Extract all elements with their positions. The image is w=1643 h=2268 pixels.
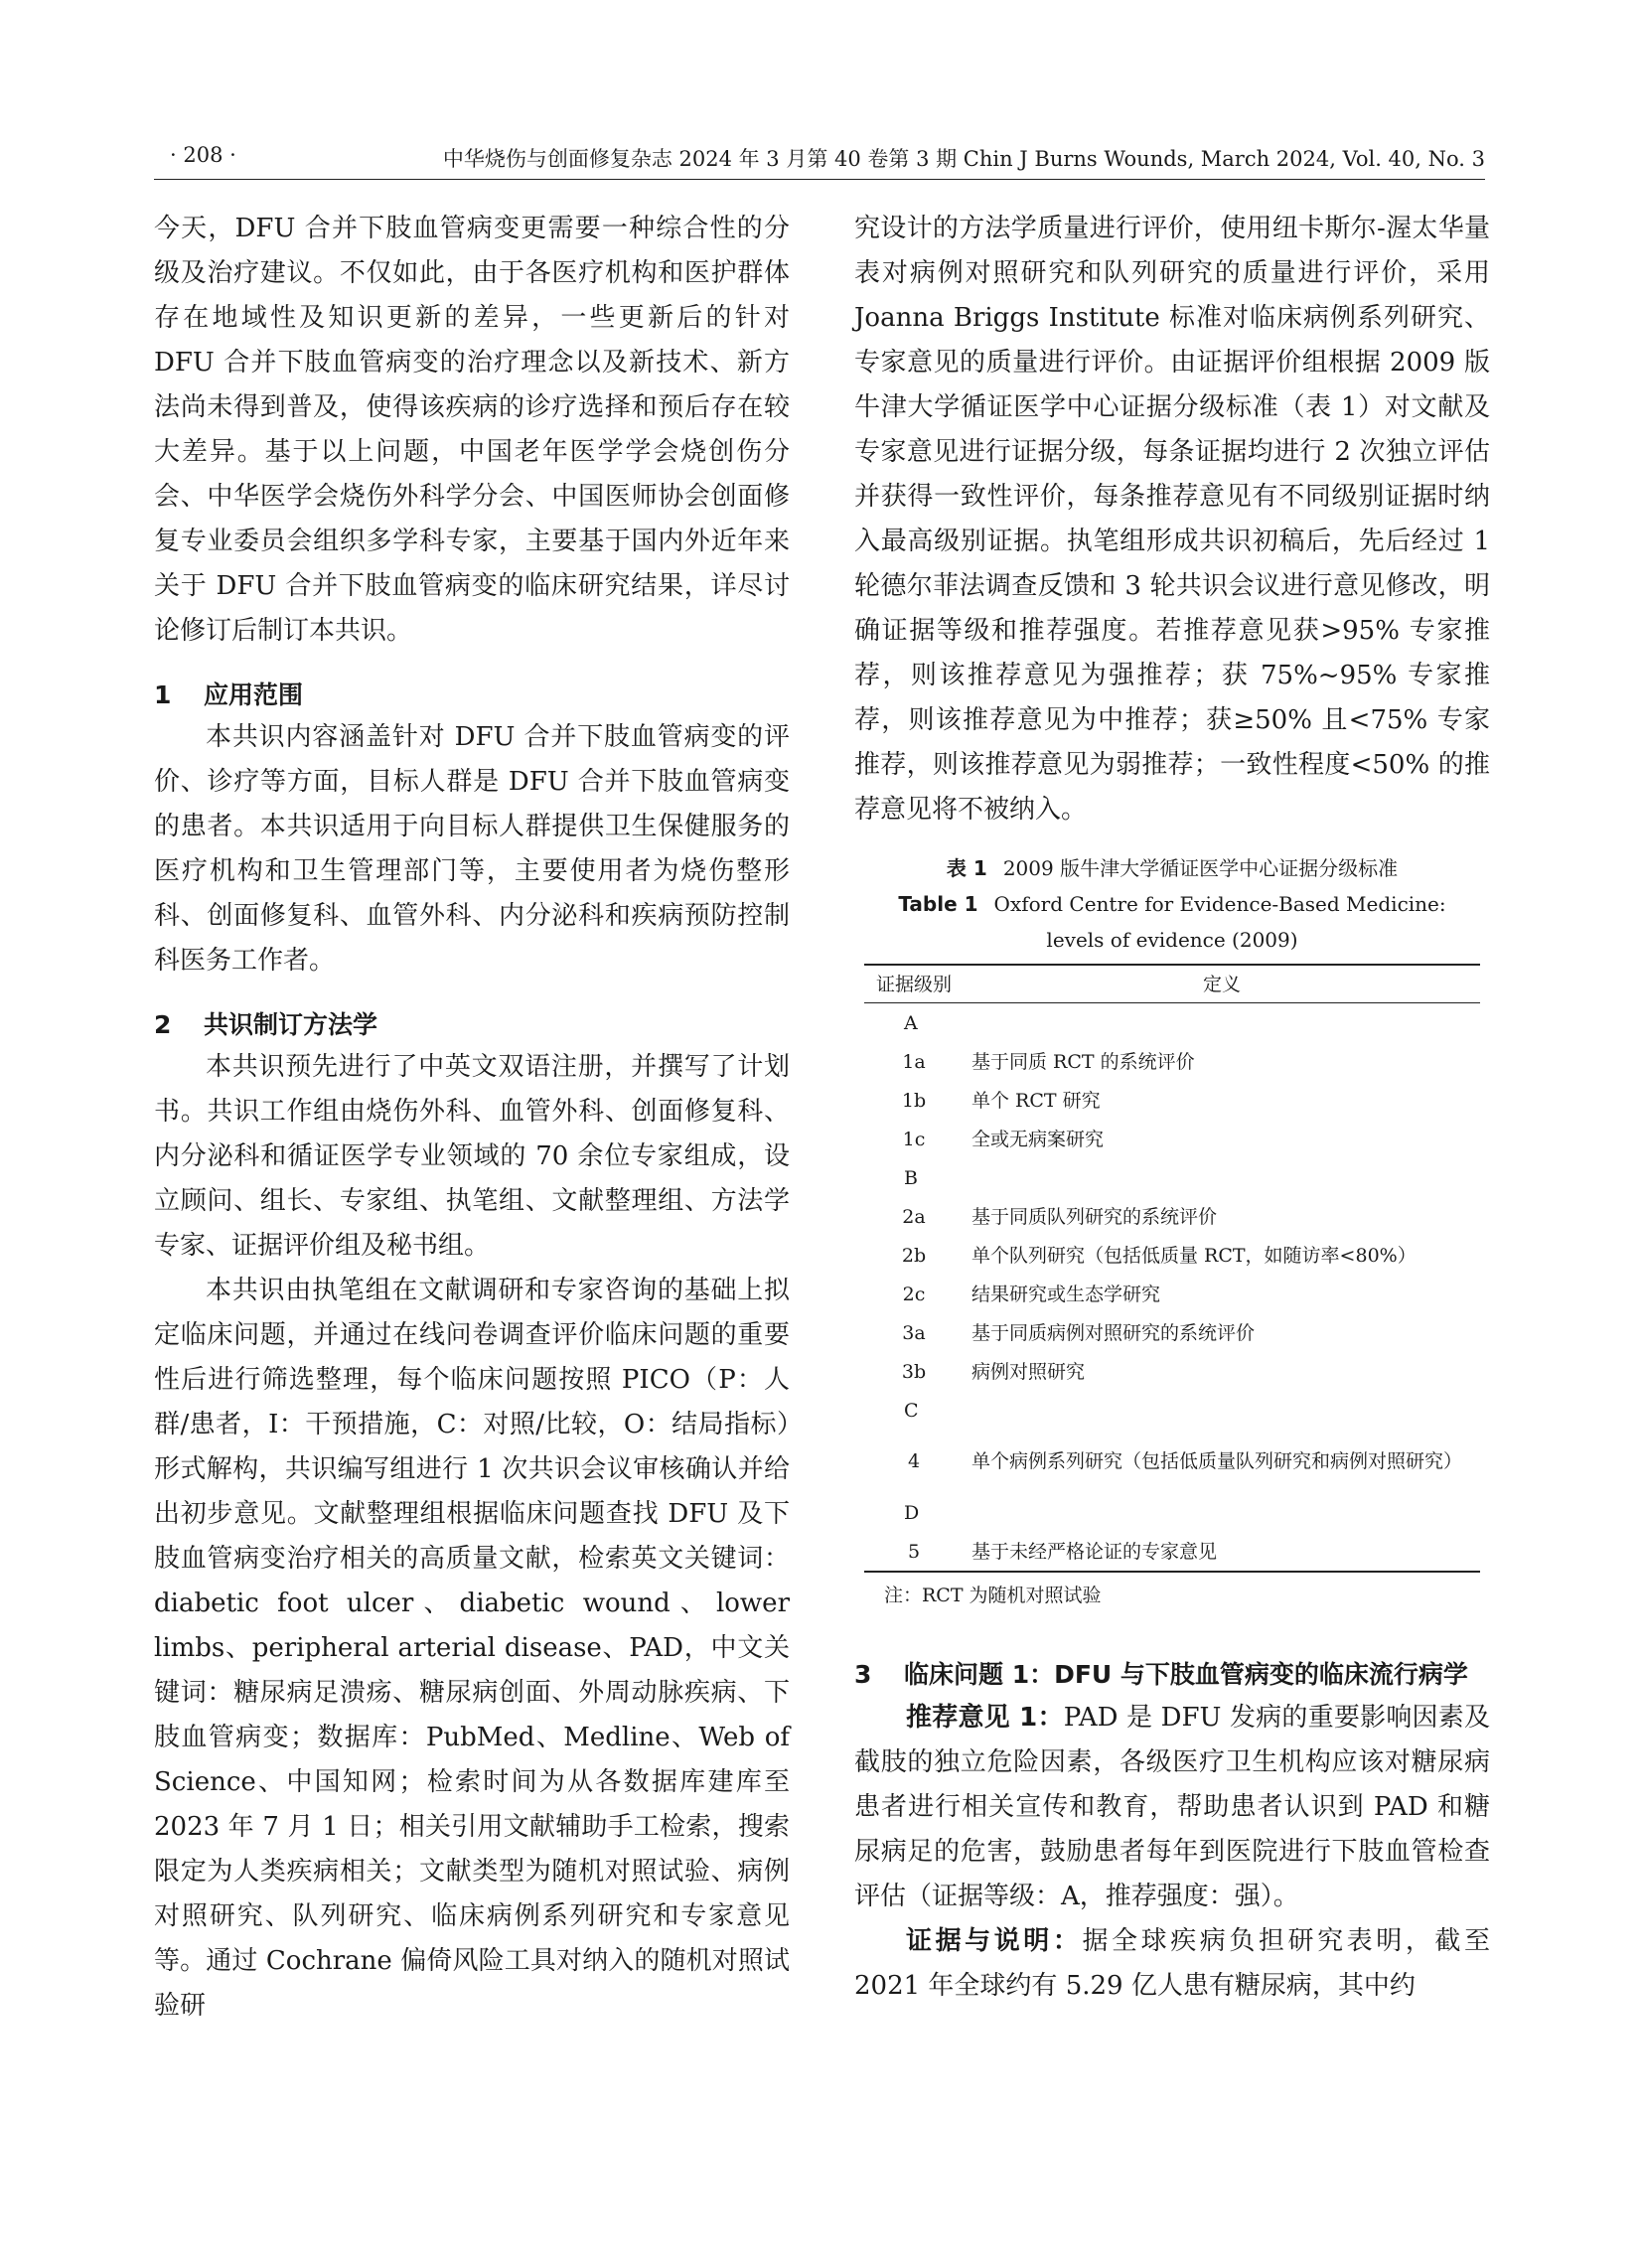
table-row — [864, 1042, 1480, 1081]
column-header: 定义 — [964, 965, 1480, 1003]
evidence-level-cell: D — [904, 1501, 920, 1524]
table-row — [864, 1158, 1480, 1197]
table-title-en: Oxford Centre for Evidence-Based Medicine: levels of evidence (2009) — [993, 892, 1446, 952]
table-row — [864, 1352, 1480, 1391]
section-title: 应用范围 — [204, 680, 304, 709]
paragraph: 今天，DFU 合并下肢血管病变更需要一种综合性的分级及治疗建议。不仅如此，由于各医疗机构和医护群体存在地域性及知识更新的差异，一些更新后的针对 DFU 合并下肢血管病变的治疗理念以及新技术、新方法尚未得到普及，使得该疾病的诊疗选择和预后存在较大差异。基于以上问题，中国老年医学学会烧创伤分会、中华医学会烧伤外科学分会、中国医师协会创面修复专业委员会组织多学科专家，主要基于国内外近年来关于 DFU 合并下肢血管病变的临床研究结果，详尽讨论修订后制订本共识。 — [154, 214, 790, 646]
definition-cell: 单个队列研究（包括低质量 RCT，如随访率<80%） — [971, 1244, 1417, 1267]
section-title: 共识制订方法学 — [204, 1010, 378, 1039]
evidence-level-cell: 3a — [902, 1321, 926, 1344]
table-row — [864, 1081, 1480, 1120]
definition-cell — [964, 1493, 1480, 1532]
table-row — [864, 1391, 1480, 1430]
evidence-level-cell: 2b — [901, 1244, 927, 1267]
definition-cell: 单个病例系列研究（包括低质量队列研究和病例对照研究） — [971, 1450, 1463, 1472]
definition-cell — [964, 1391, 1480, 1430]
definition-cell: 病例对照研究 — [971, 1360, 1086, 1383]
paragraph: 本共识由执笔组在文献调研和专家咨询的基础上拟定临床问题，并通过在线问卷调查评价临床问题的重要性后进行筛选整理，每个临床问题按照 PICO（P：人群/患者，I：干预措施，C：对照/比较，O：结局指标）形式解构，共识编写组进行 1 次共识会议审核确认并给出初步意见。文献整理组根据临床问题查找 DFU 及下肢血管病变治疗相关的高质量文献，检索英文关键词：diabetic foot ulcer、diabetic wound、lower limbs、peripheral arterial disease、PAD，中文关键词：糖尿病足溃疡、糖尿病创面、外周动脉疾病、下肢血管病变；数据库：PubMed、Medline、Web of Science、中国知网；检索时间为从各数据库建库至 2023 年 7 月 1 日；相关引用文献辅助手工检索，搜索限定为人类疾病相关；文献类型为随机对照试验、病例对照研究、队列研究、临床病例系列研究和专家意见等。通过 Cochrane 偏倚风险工具对纳入的随机对照试验研 — [154, 1276, 790, 2021]
table-caption-en — [854, 886, 1490, 958]
definition-cell — [964, 1158, 1480, 1197]
recommendation-text: PAD 是 DFU 发病的重要影响因素及截肢的独立危险因素，各级医疗卫生机构应该对糖尿病患者进行相关宣传和教育，帮助患者认识到 PAD 和糖尿病足的危害，鼓励患者每年到医院进行下肢血管检查评估（证据等级：A，推荐强度：强）。 — [854, 1703, 1490, 1911]
evidence-label: 证据与说明： — [906, 1926, 1083, 1956]
section-heading-2 — [154, 1005, 790, 1045]
evidence-level-cell: 2a — [902, 1205, 926, 1228]
table-row — [864, 1493, 1480, 1532]
left-column — [154, 207, 790, 2029]
evidence-level-cell: 5 — [864, 1532, 964, 1572]
table-row — [864, 1236, 1480, 1275]
definition-cell: 基于未经严格论证的专家意见 — [964, 1532, 1480, 1572]
evidence-paragraph — [854, 1919, 1490, 2009]
table-row — [864, 1430, 1480, 1493]
table-label-en: Table 1 — [898, 892, 978, 916]
table-row — [864, 1197, 1480, 1236]
page-number: · 208 · — [170, 143, 236, 167]
evidence-level-cell: 2c — [902, 1283, 926, 1305]
recommendation-label: 推荐意见 1： — [906, 1703, 1064, 1733]
table-row — [864, 1003, 1480, 1043]
section-number: 1 — [154, 680, 172, 709]
table-1 — [854, 850, 1490, 1610]
section-number: 3 — [854, 1660, 872, 1689]
recommendation-paragraph — [854, 1696, 1490, 1919]
table-row — [864, 1120, 1480, 1158]
definition-cell: 全或无病案研究 — [971, 1128, 1105, 1150]
evidence-text: 据全球疾病负担研究表明，截至 2021 年全球约有 5.29 亿人患有糖尿病，其中约 — [854, 1926, 1490, 2001]
section-number: 2 — [154, 1010, 172, 1039]
section-heading-3 — [854, 1654, 1480, 1696]
table-caption-cn — [854, 850, 1490, 886]
right-column — [854, 207, 1490, 2009]
section-title: 临床问题 1：DFU 与下肢血管病变的临床流行病学 — [904, 1660, 1468, 1689]
evidence-level-cell: 3b — [901, 1360, 927, 1383]
column-header: 证据级别 — [864, 965, 964, 1003]
evidence-level-cell: 1a — [902, 1050, 926, 1073]
evidence-level-cell: B — [904, 1166, 918, 1189]
running-header — [154, 139, 1485, 180]
table-row — [864, 1313, 1480, 1352]
paragraph: 本共识预先进行了中英文双语注册，并撰写了计划书。共识工作组由烧伤外科、血管外科、创面修复科、内分泌科和循证医学专业领域的 70 余位专家组成，设立顾问、组长、专家组、执笔组、文献整理组、方法学专家、证据评价组及秘书组。 — [154, 1052, 790, 1261]
table-note: 注：RCT 为随机对照试验 — [884, 1585, 1102, 1606]
paragraph: 究设计的方法学质量进行评价，使用纽卡斯尔-渥太华量表对病例对照研究和队列研究的质量进行评价，采用 Joanna Briggs Institute 标准对临床病例系列研究、专家意见的质量进行评价。由证据评价组根据 2009 版牛津大学循证医学中心证据分级标准（表 1）对文献及专家意见进行证据分级，每条证据均进行 2 次独立评估并获得一致性评价，每条推荐意见有不同级别证据时纳入最高级别证据。执笔组形成共识初稿后，先后经过 1 轮德尔菲法调查反馈和 3 轮共识会议进行意见修改，明确证据等级和推荐强度。若推荐意见获>95% 专家推荐，则该推荐意见为强推荐；获 75%~95% 专家推荐，则该推荐意见为中推荐；获≥50% 且<75% 专家推荐，则该推荐意见为弱推荐；一致性程度<50% 的推荐意见将不被纳入。 — [854, 214, 1490, 825]
definition-cell: 基于同质 RCT 的系统评价 — [971, 1050, 1195, 1073]
evidence-level-cell: 1b — [901, 1089, 927, 1112]
definition-cell: 基于同质队列研究的系统评价 — [971, 1205, 1218, 1228]
definition-cell: 结果研究或生态学研究 — [971, 1283, 1161, 1305]
section-heading-1 — [154, 676, 790, 715]
evidence-level-cell: A — [904, 1011, 918, 1034]
definition-cell: 单个 RCT 研究 — [971, 1089, 1101, 1112]
definition-cell: 基于同质病例对照研究的系统评价 — [971, 1321, 1256, 1344]
evidence-table — [864, 964, 1480, 1573]
table-label-cn: 表 1 — [946, 856, 987, 880]
definition-cell — [964, 1003, 1480, 1043]
table-header-row — [864, 965, 1480, 1003]
table-title-cn: 2009 版牛津大学循证医学中心证据分级标准 — [1002, 856, 1399, 880]
journal-info: 中华烧伤与创面修复杂志 2024 年 3 月第 40 卷第 3 期 Chin J Burns Wounds, March 2024, Vol. 40, No. 3 — [442, 147, 1485, 171]
table-row — [864, 1275, 1480, 1313]
table-body — [864, 1003, 1480, 1573]
evidence-level-cell: 1c — [902, 1128, 926, 1150]
paragraph: 本共识内容涵盖针对 DFU 合并下肢血管病变的评价、诊疗等方面，目标人群是 DFU 合并下肢血管病变的患者。本共识适用于向目标人群提供卫生保健服务的医疗机构和卫生管理部门等，主要使用者为烧伤整形科、创面修复科、血管外科、内分泌科和疾病预防控制科医务工作者。 — [154, 722, 790, 976]
table-row — [864, 1532, 1480, 1572]
evidence-level-cell: C — [904, 1399, 919, 1422]
evidence-level-cell: 4 — [907, 1450, 921, 1472]
